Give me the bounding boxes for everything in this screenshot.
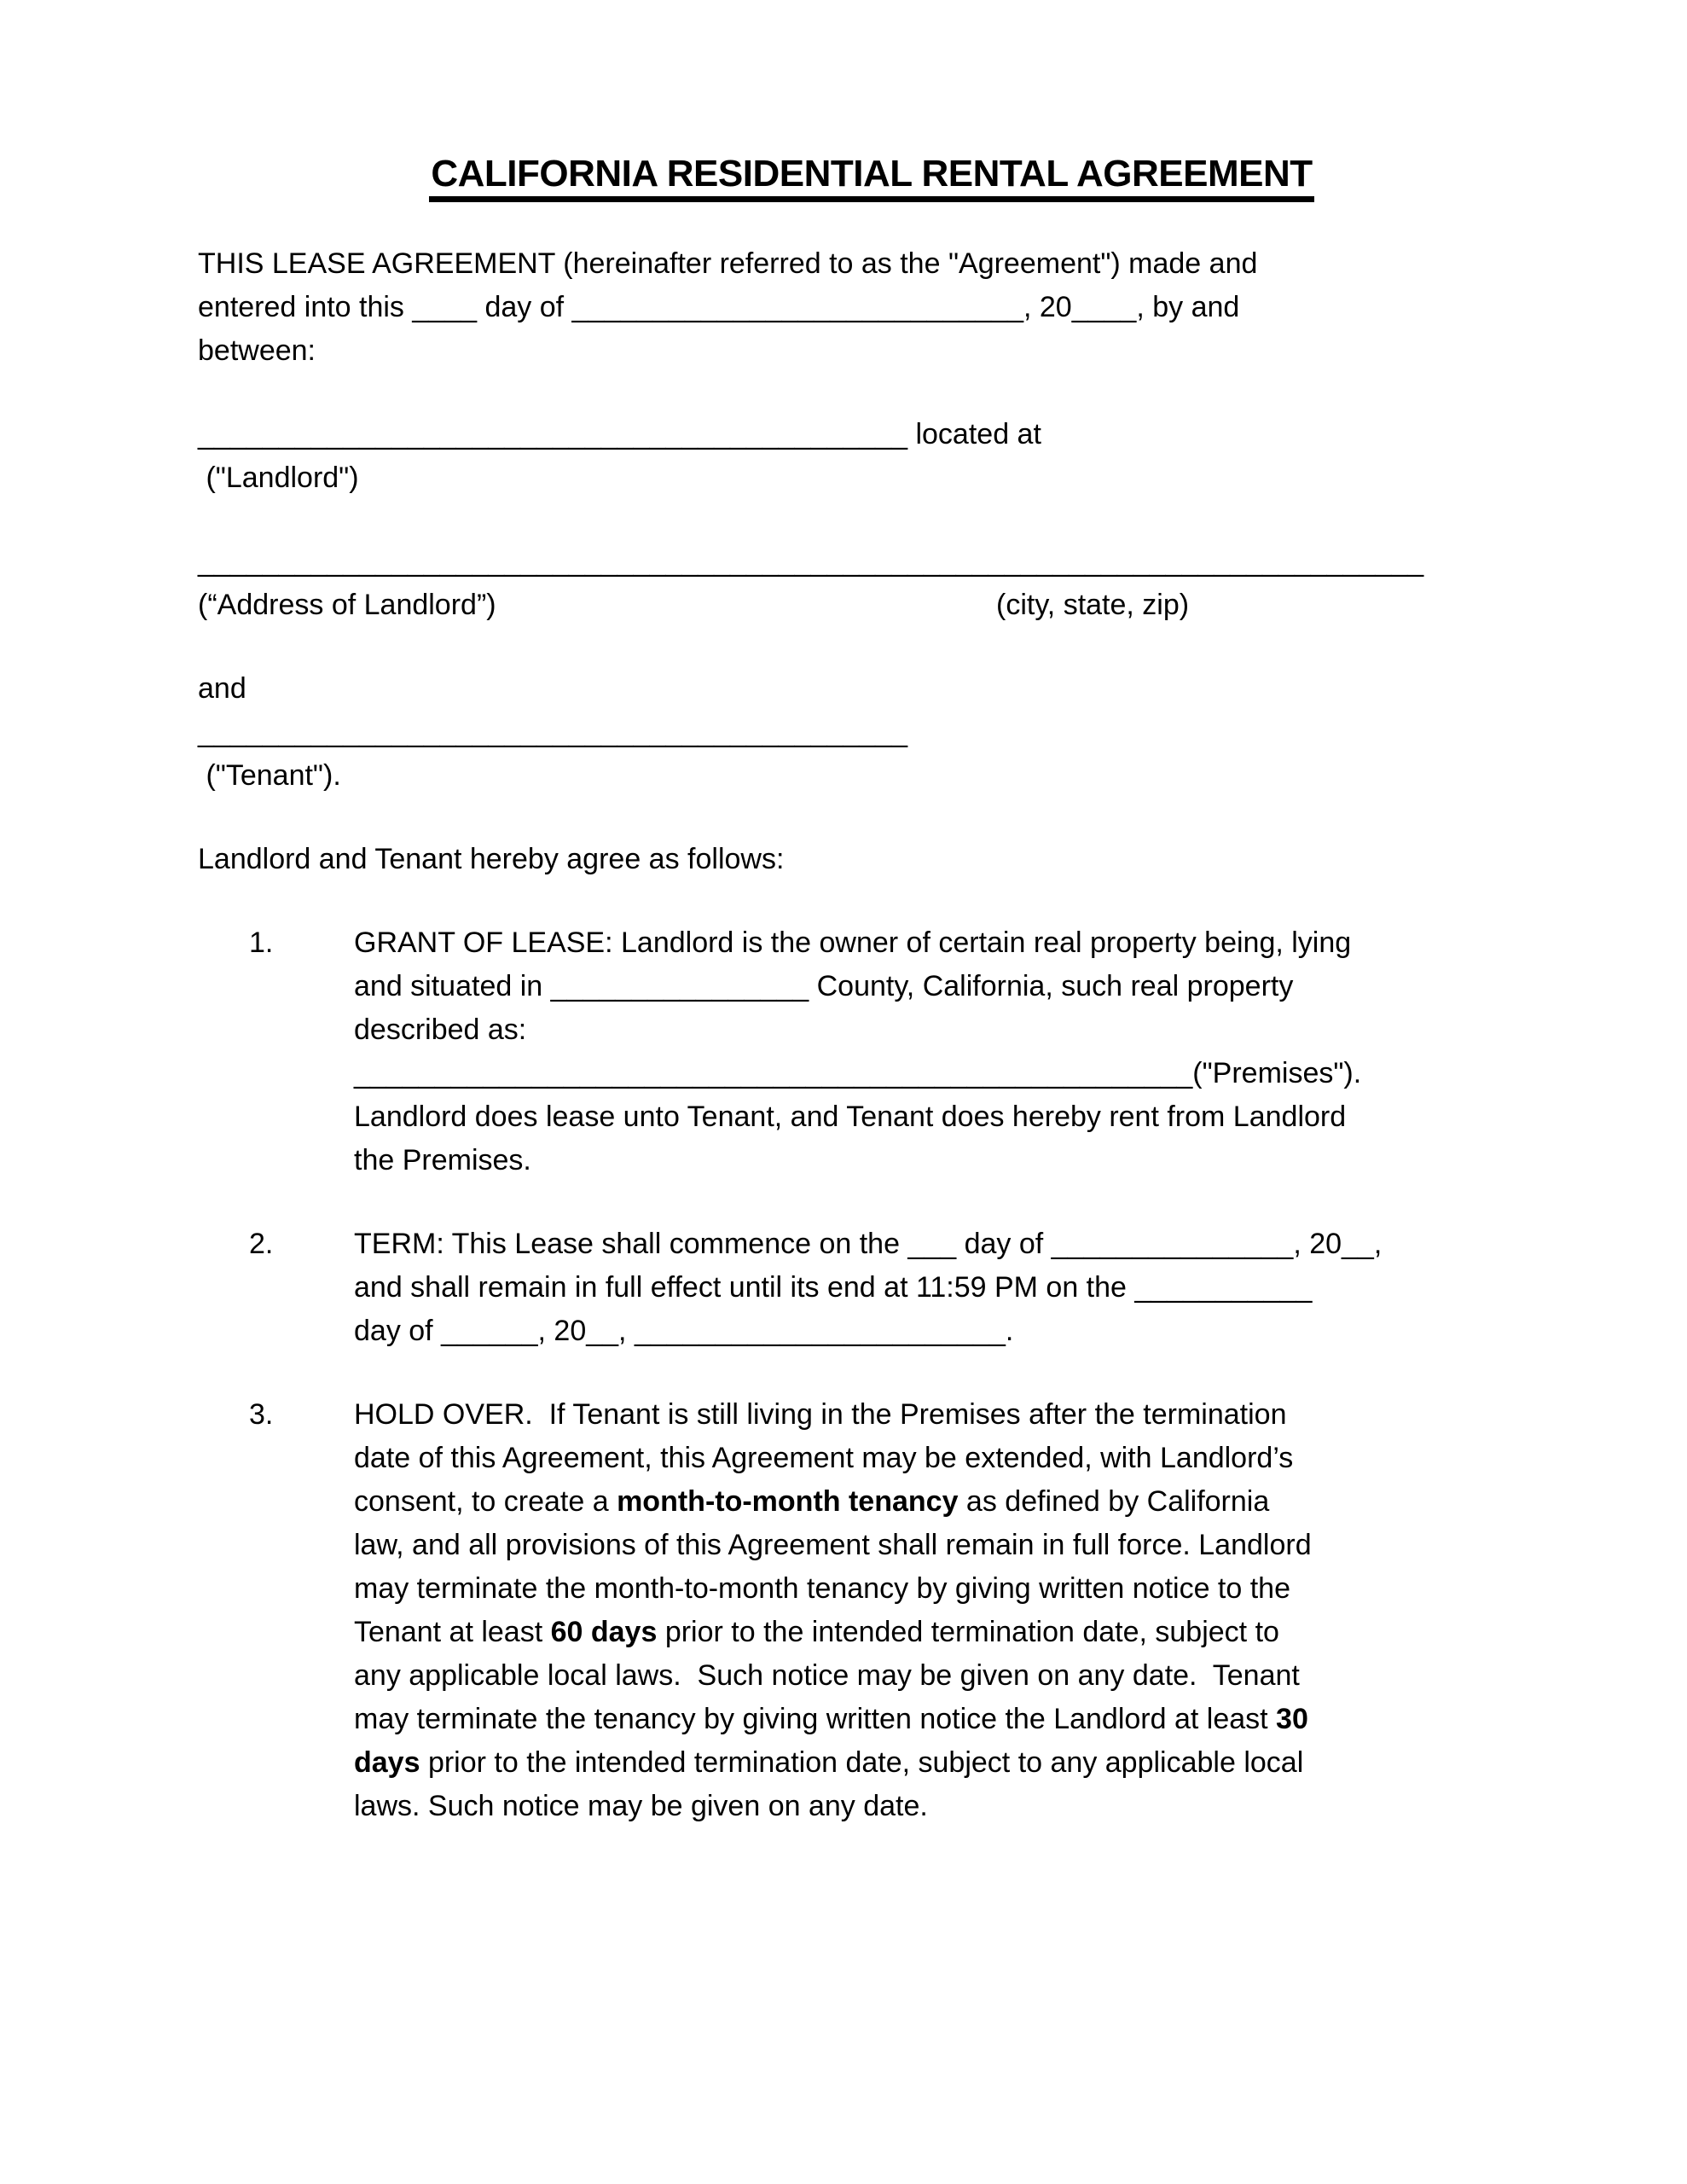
text-segment: TERM: This Lease shall commence on the ___ day of _______________, 20__, [354, 1228, 1383, 1260]
text-line [354, 1698, 1545, 1741]
blank-field: ____________________________________________ [198, 418, 908, 450]
text-segment: the Premises. [354, 1144, 531, 1176]
text-line [198, 711, 1545, 754]
text-segment: Landlord does lease unto Tenant, and Tenant does hereby rent from Landlord [354, 1101, 1347, 1133]
text-segment: and [198, 672, 246, 705]
blank-field: ____________________________________________ [198, 716, 908, 748]
text-line [354, 1741, 1545, 1785]
blank-field: ____________________________________________________ [354, 1057, 1193, 1089]
text-line [198, 329, 1545, 373]
list-item-term [198, 1223, 1545, 1353]
text-line [354, 1008, 1545, 1052]
text-line [354, 1266, 1545, 1310]
text-line [198, 838, 1545, 881]
text-segment: (“Address of Landlord”) [198, 589, 496, 621]
text-segment: HOLD OVER. If Tenant is still living in the Premises after the termination [354, 1398, 1287, 1431]
text-line [354, 965, 1545, 1008]
text-line [198, 286, 1545, 329]
text-segment: date of this Agreement, this Agreement may be extended, with Landlord’s [354, 1442, 1294, 1474]
text-segment: GRANT OF LEASE: Landlord is the owner of certain real property being, lying [354, 926, 1352, 959]
paragraph-intro [198, 242, 1545, 373]
text-line [198, 456, 1545, 500]
text-line [198, 540, 1545, 584]
text-line [354, 1524, 1545, 1567]
text-segment: any applicable local laws. Such notice may be given on any date. Tenant [354, 1659, 1300, 1692]
list-item-hold-over [198, 1393, 1545, 1828]
text-line [354, 1437, 1545, 1480]
list-item-body [354, 1393, 1545, 1828]
list-item-body [354, 921, 1545, 1182]
text-segment: 30 [1276, 1703, 1308, 1735]
text-line [354, 1095, 1545, 1139]
text-segment: Landlord and Tenant hereby agree as follows: [198, 843, 785, 875]
paragraph-tenant-name [198, 711, 1545, 798]
text-segment: located at [907, 418, 1041, 450]
text-segment: may terminate the month-to-month tenancy by giving written notice to the [354, 1572, 1290, 1605]
text-line [354, 1567, 1545, 1611]
text-segment: entered into this ____ day of ____________________________, 20____, by and [198, 291, 1240, 323]
text-segment: and situated in ________________ County, California, such real property [354, 970, 1294, 1002]
text-line [198, 667, 1545, 711]
text-segment: ("Tenant"). [198, 759, 341, 792]
text-segment: month-to-month tenancy [617, 1485, 959, 1518]
document-body [198, 242, 1545, 1828]
text-segment: and shall remain in full effect until its end at 11:59 PM on the ___________ [354, 1271, 1313, 1304]
text-segment: described as: [354, 1014, 527, 1046]
text-line [354, 1052, 1545, 1095]
paragraph-and-connector [198, 667, 1545, 711]
text-segment: laws. Such notice may be given on any date. [354, 1790, 928, 1822]
text-segment: as defined by California [958, 1485, 1270, 1518]
text-line [354, 1480, 1545, 1524]
list-item-number: 2. [249, 1228, 274, 1260]
paragraph-landlord-address [198, 540, 1545, 627]
text-line [354, 1393, 1545, 1437]
text-line [354, 1223, 1545, 1266]
list-item-number: 3. [249, 1398, 274, 1431]
text-segment: days [354, 1746, 420, 1779]
text-line [198, 754, 1545, 798]
document-title-row [198, 152, 1545, 202]
text-line [354, 1785, 1545, 1828]
text-line [354, 1654, 1545, 1698]
text-segment: prior to the intended termination date, subject to [657, 1616, 1279, 1648]
text-segment: ("Premises"). [1192, 1057, 1362, 1089]
text-line [354, 921, 1545, 965]
text-line [354, 1310, 1545, 1353]
list-item-body [354, 1223, 1545, 1353]
text-segment: THIS LEASE AGREEMENT (hereinafter referred to as the "Agreement") made and [198, 247, 1258, 280]
text-line [354, 1611, 1545, 1654]
text-segment: between: [198, 334, 316, 367]
text-segment: may terminate the tenancy by giving written notice the Landlord at least [354, 1703, 1277, 1735]
paragraph-landlord-name [198, 413, 1545, 500]
text-segment: prior to the intended termination date, subject to any applicable local [420, 1746, 1304, 1779]
text-segment: Tenant at least [354, 1616, 551, 1648]
text-line [354, 1139, 1545, 1182]
text-line [198, 242, 1545, 286]
document-content [198, 152, 1545, 1828]
blank-field: ____________________________________________________________________________ [198, 545, 1424, 578]
text-segment: day of ______, 20__, _______________________. [354, 1315, 1014, 1347]
text-segment: 60 days [550, 1616, 658, 1648]
text-line [198, 584, 1545, 627]
text-segment: consent, to create a [354, 1485, 617, 1518]
text-segment: (city, state, zip) [996, 589, 1190, 621]
document-title: CALIFORNIA RESIDENTIAL RENTAL AGREEMENT [429, 152, 1313, 202]
text-segment: law, and all provisions of this Agreement shall remain in full force. Landlord [354, 1529, 1312, 1561]
list-item-grant-of-lease [198, 921, 1545, 1182]
paragraph-agreement-intro [198, 838, 1545, 881]
list-item-number: 1. [249, 926, 274, 959]
text-segment: ("Landlord") [198, 462, 359, 494]
text-line [198, 413, 1545, 456]
